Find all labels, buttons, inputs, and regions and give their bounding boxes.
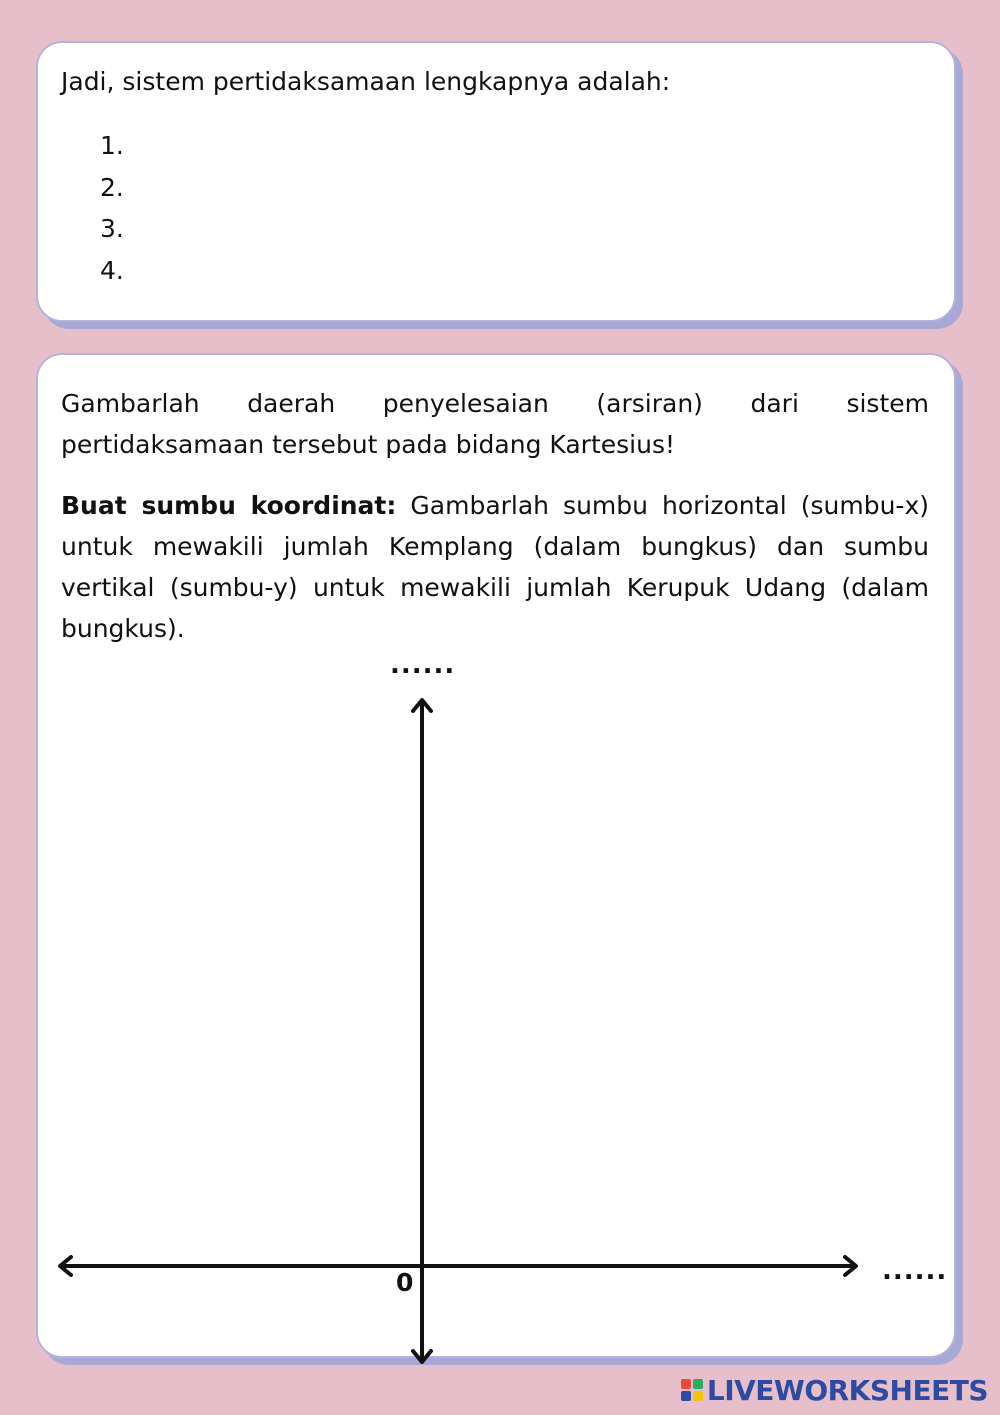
list-item: 4.	[100, 255, 124, 285]
logo-square	[681, 1379, 691, 1389]
origin-label: 0	[396, 1268, 415, 1297]
list-item: 1.	[100, 131, 124, 160]
axis-text: Gambarlah sumbu horizontal (sumbu-x) untuk mewakili jumlah Kemplang (dalam bungkus) dan sumbu vertikal (sumbu-y) untuk mewakili jumlah Kerupuk Udang (dalam bungkus).	[61, 491, 929, 643]
intro-text: Jadi, sistem pertidaksamaan lengkapnya adalah:	[61, 67, 671, 96]
liveworksheets-brand[interactable]	[681, 1375, 988, 1405]
logo-square	[693, 1379, 703, 1389]
graph-task-card	[36, 353, 956, 1358]
brand-name: LIVEWORKSHEETS	[706, 1373, 988, 1407]
logo-square	[693, 1391, 703, 1401]
x-axis-label[interactable]: ......	[882, 1256, 948, 1286]
logo-square	[681, 1391, 691, 1401]
axis-instruction	[61, 485, 929, 649]
y-axis-label[interactable]: ......	[390, 650, 456, 680]
inequality-list	[100, 125, 124, 291]
instruction-text: Gambarlah daerah penyelesaian (arsiran) dari sistem pertidaksamaan tersebut pada bidang Kartesius!	[61, 389, 929, 459]
list-item: 3.	[100, 214, 124, 243]
inequality-list-card	[36, 41, 956, 322]
liveworksheets-logo-icon	[681, 1379, 703, 1401]
list-item: 2.	[100, 172, 124, 202]
axis-heading: Buat sumbu koordinat:	[61, 491, 397, 520]
